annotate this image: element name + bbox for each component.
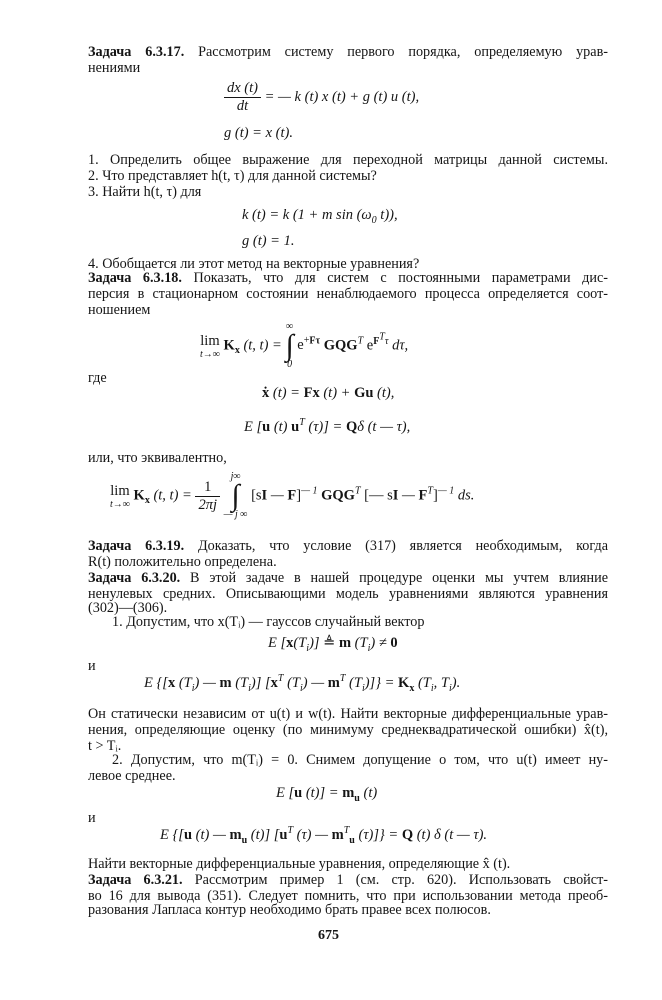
formula-laplace-integral: lim t→∞ $K_x$ (t, t) = $\frac{1}{2\pi j}$ j∞ ∫ — j ∞ [sI — F]$^{— 1}$ $GQG^T$ [— sI — $F^T]^{— 1}$ ds. [110, 471, 475, 520]
item-2: 2. Допустим, что m(Tᵢ) = 0. Снимем допущение о том, что u(t) имеет ну- [112, 752, 608, 768]
formula-input-covariance: E {[u (t) — $m_u$ (t)] [$u^T$ (τ) — $m^T_u$ (τ)]} = Q (t) δ (t — τ). [160, 825, 488, 846]
text-line: (302)—(306). [88, 600, 168, 616]
problem-6-3-20-line-1 [88, 570, 608, 586]
problem-label: Задача 6.3.20. [88, 570, 181, 586]
text-line: Он статически независим от u(t) и w(t). Найти векторные дифференциальные урав- [88, 706, 608, 722]
text: Рассмотрим систему первого порядка, определяемую урав- [198, 44, 608, 60]
text-line: левое среднее. [88, 768, 176, 784]
problem-label: Задача 6.3.19. [88, 538, 185, 554]
item-4: 4. Обобщается ли этот метод на векторные уравнения? [88, 256, 420, 272]
formula-initial-covariance: E {[x $(T_i)$ — m $(T_i)$] [$x^T$ $(T_i)$ — $m^T$ $(T_i)]\} = K_x$ ($T_i$, $T_i$). [144, 673, 461, 694]
text-line: во 16 для вывода (351). Следует помнить, что при использовании метода преоб- [88, 888, 608, 904]
formula-mean-initial: E $[x(T_i)]$ ≜ m $(T_i) \ne 0$ [268, 635, 398, 654]
formula-k-of-t: k (t) = k (1 + m $\sin (\omega_0$ t)), [242, 207, 398, 226]
item-1: 1. Определить общее выражение для переходной матрицы данной системы. [88, 152, 608, 168]
problem-6-3-17-line-1 [88, 44, 608, 60]
text-line: персия в стационарном состоянии ненаблюдаемого процесса определяется соот- [88, 286, 608, 302]
text-line: разования Лапласа контур необходимо брать правее всех полюсов. [88, 902, 491, 918]
text-line: ненулевых средних. Описывающими модель уравнениями являются уравнения [88, 586, 608, 602]
problem-6-3-19-line-1 [88, 538, 608, 554]
text: Рассмотрим пример 1 (см. стр. 620). Использовать свойст- [194, 872, 608, 888]
item-3: 3. Найти h(t, τ) для [88, 184, 202, 200]
text-line: t > Tᵢ. [88, 738, 122, 754]
formula-g-equals-x: g (t) = x (t). [224, 125, 293, 141]
problem-6-3-21-line-1 [88, 872, 608, 888]
formula-g-equals-one: g (t) = 1. [242, 233, 295, 249]
text-where: где [88, 370, 107, 386]
text-line: нениями [88, 60, 141, 76]
formula-covariance: E [u (t) $u^T$ (τ)] = Qδ (t — τ), [244, 417, 411, 435]
text-and: и [88, 658, 96, 674]
text-and: и [88, 810, 96, 826]
text: Доказать, что условие (317) является необходимым, когда [197, 538, 608, 554]
problem-6-3-18-line-1 [88, 270, 608, 286]
text-line: ношением [88, 302, 151, 318]
problem-label: Задача 6.3.17. [88, 44, 185, 60]
item-2: 2. Что представляет h(t, τ) для данной системы? [88, 168, 377, 184]
formula-lim-integral: lim t→∞ $K_x$ (t, t) = ∞ ∫ 0 $e^{+F\tau}$ $GQG^T$ $e^{F^T\tau}$ dτ, [200, 321, 409, 370]
text-or-equivalently: или, что эквивалентно, [88, 450, 227, 466]
text: В этой задаче в нашей процедуре оценки мы учтем влияние [190, 570, 608, 586]
problem-label: Задача 6.3.18. [88, 270, 182, 286]
text: Показать, что для систем с постоянными параметрами дис- [193, 270, 608, 286]
problem-label: Задача 6.3.21. [88, 872, 183, 888]
text-line: R(t) положительно определена. [88, 554, 277, 570]
text-line: нения, определяющие оценку (по минимуму среднеквадратической ошибки) x̂(t), [88, 722, 608, 738]
formula-state-equation: ẋ (t) = Fx (t) + Gu (t), [262, 385, 395, 401]
formula-mean-input: E [u $(t)] = m_u$ (t) [276, 785, 378, 804]
item-1: 1. Допустим, что x(Tᵢ) — гауссов случайный вектор [112, 614, 425, 630]
text-line: Найти векторные дифференциальные уравнения, определяющие x̂ (t). [88, 856, 511, 872]
page-number: 675 [318, 928, 339, 943]
formula-dx-dt: $\frac{dx (t)}{dt}$ = — k (t) x (t) + g (t) u (t), [224, 80, 419, 115]
